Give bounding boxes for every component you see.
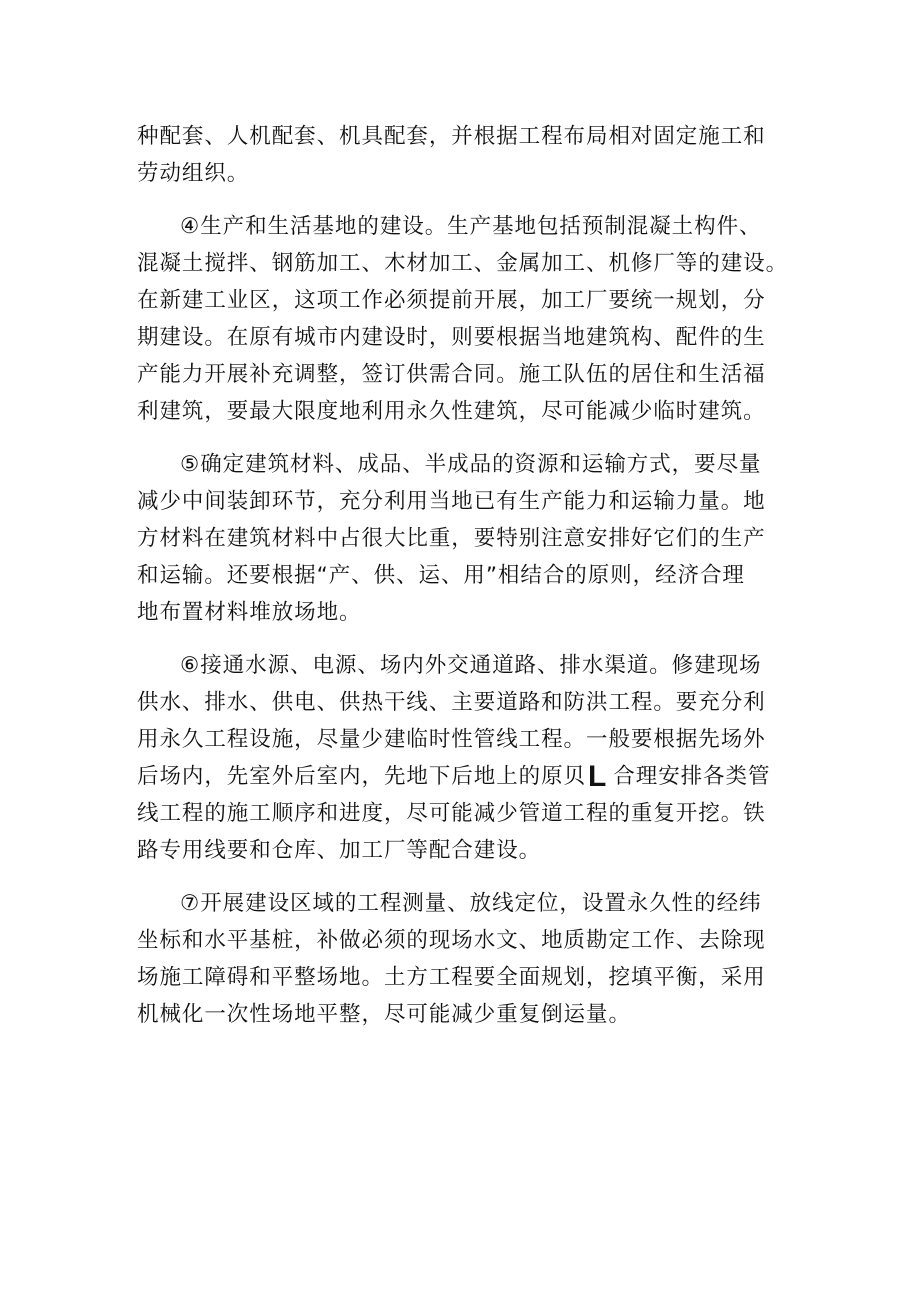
paragraph-6-utilities (137, 647, 797, 869)
text-line: 场施工障碍和平整场地。土方工程要全面规划，挖填平衡，采用 (137, 965, 766, 990)
text-line: 利建筑，要最大限度地利用永久性建筑，尽可能减少临时建筑。 (137, 399, 766, 424)
text-line: 路专用线要和仓库、加工厂等配合建设。 (137, 838, 542, 863)
text-segment: 合理安排各类管 (613, 764, 771, 789)
text-line: ⑦开展建设区域的工程测量、放线定位，设置永久性的经纬 (180, 891, 762, 916)
paragraph-1 (137, 118, 797, 192)
paragraph-7-survey (137, 885, 797, 1033)
text-line: 期建设。在原有城市内建设时，则要根据当地建筑构、配件的生 (137, 325, 766, 350)
text-line: 坐标和水平基桩，补做必须的现场水文、地质勘定工作、去除现 (137, 928, 766, 953)
text-line: 和运输。还要根据“产、供、运、用”相结合的原则，经济合理 (137, 563, 745, 588)
text-segment: 后场内，先室外后室内，先地下后地上的原贝 (137, 764, 587, 789)
text-line: 机械化一次性场地平整，尽可能减少重复倒运量。 (137, 1002, 631, 1027)
text-line: ⑤确定建筑材料、成品、半成品的资源和运输方式，要尽量 (180, 452, 762, 477)
text-line-mixed (137, 758, 797, 795)
text-line: ⑥接通水源、电源、场内外交通道路、排水渠道。修建现场 (180, 653, 762, 678)
text-line: 在新建工业区，这项工作必须提前开展，加工厂要统一规划，分 (137, 288, 766, 313)
paragraph-4-production-bases (137, 208, 797, 430)
paragraph-5-materials (137, 446, 797, 631)
text-line: 混凝土搅拌、钢筋加工、木材加工、金属加工、机修厂等的建设。 (137, 251, 789, 276)
text-line: 方材料在建筑材料中占很大比重，要特别注意安排好它们的生产 (137, 526, 766, 551)
text-line: 种配套、人机配套、机具配套，并根据工程布局相对固定施工和 (137, 124, 766, 149)
text-line: 供水、排水、供电、供热干线、主要道路和防洪工程。要充分利 (137, 690, 766, 715)
text-line: 劳动组织。 (137, 161, 250, 186)
text-line: ④生产和生活基地的建设。生产基地包括预制混凝土构件、 (180, 214, 762, 239)
document-page (137, 118, 797, 1049)
stray-glyph: L (588, 760, 608, 793)
text-line: 用永久工程设施，尽量少建临时性管线工程。一般要根据先场外 (137, 727, 766, 752)
text-line: 地布置材料堆放场地。 (137, 600, 362, 625)
text-line: 线工程的施工顺序和进度，尽可能减少管道工程的重复开挖。铁 (137, 801, 766, 826)
text-line: 产能力开展补充调整，签订供需合同。施工队伍的居住和生活福 (137, 362, 766, 387)
text-line: 减少中间装卸环节，充分利用当地已有生产能力和运输力量。地 (137, 489, 766, 514)
